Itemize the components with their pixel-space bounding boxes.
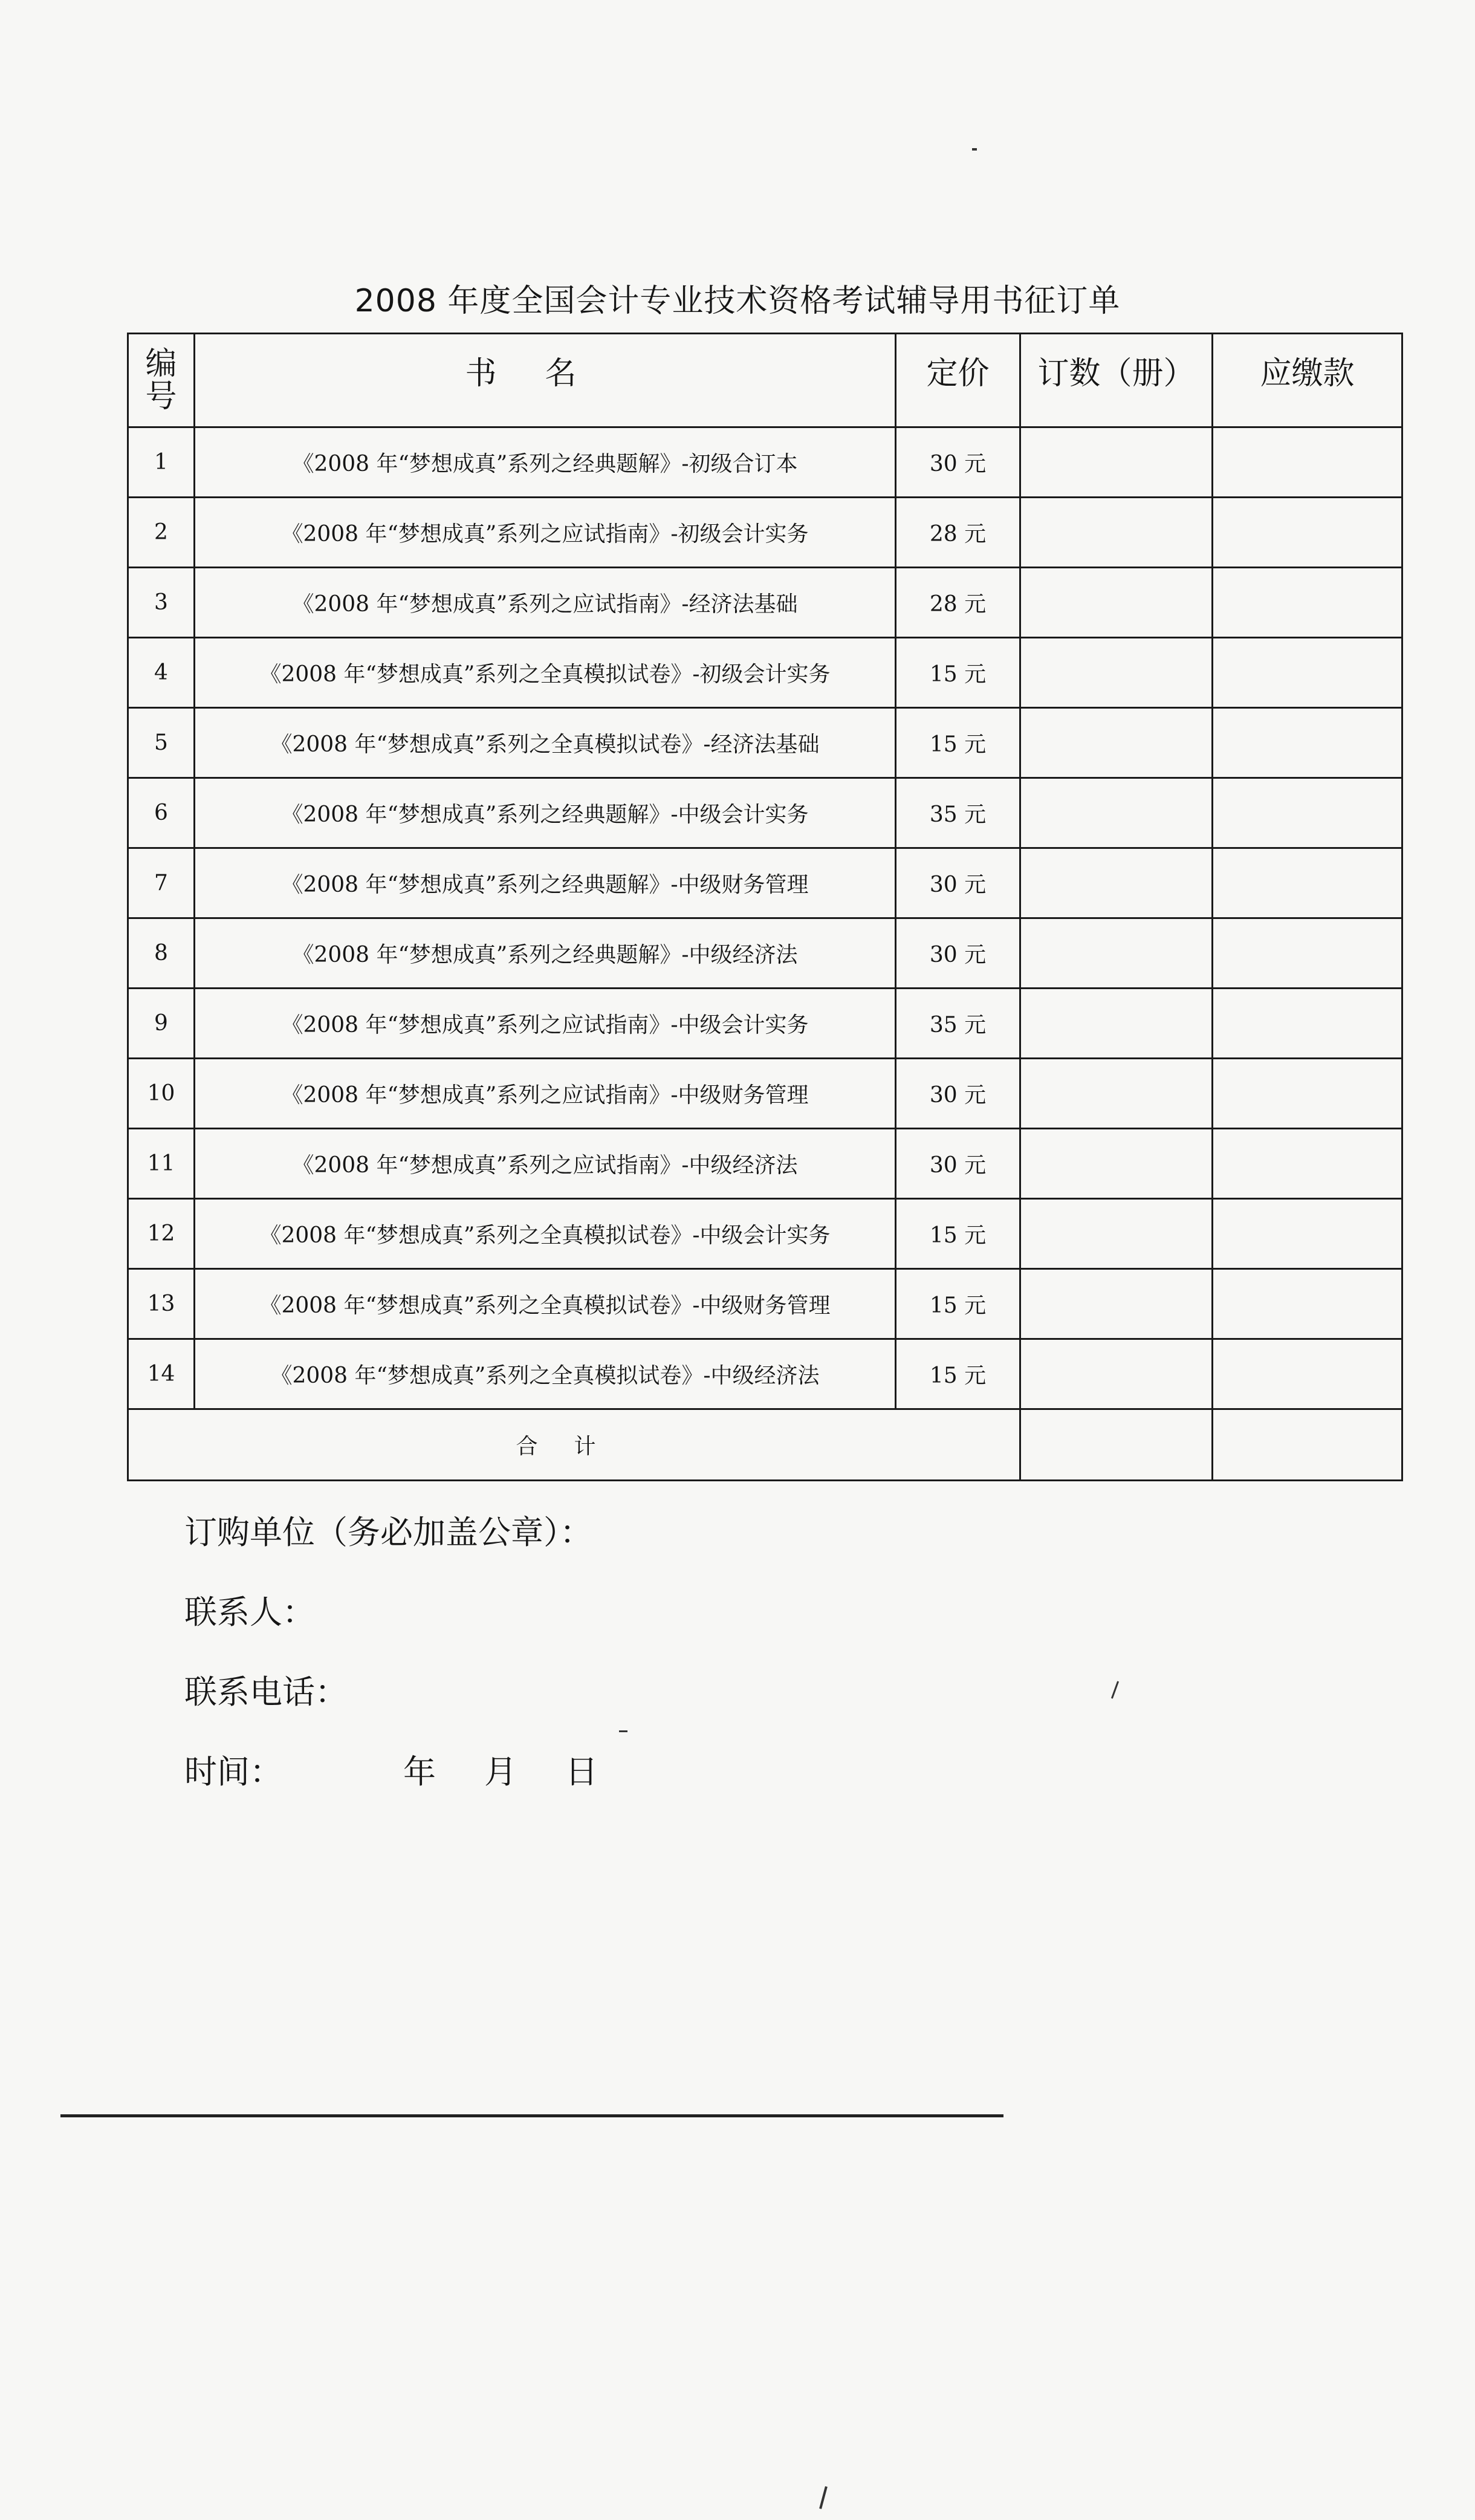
- row-number: 4: [128, 638, 195, 708]
- row-price: 30 元: [896, 1129, 1020, 1199]
- row-amount-cell[interactable]: [1213, 1339, 1402, 1409]
- row-price: 28 元: [896, 498, 1020, 568]
- row-book-name: 《2008 年“梦想成真”系列之经典题解》-中级经济法: [195, 918, 896, 989]
- row-quantity-cell[interactable]: [1020, 427, 1213, 498]
- row-book-name: 《2008 年“梦想成真”系列之应试指南》-中级财务管理: [195, 1059, 896, 1129]
- row-book-name: 《2008 年“梦想成真”系列之全真模拟试卷》-中级会计实务: [195, 1199, 896, 1269]
- table-row: [128, 918, 1402, 989]
- row-number: 6: [128, 778, 195, 848]
- table-row: [128, 427, 1402, 498]
- row-quantity-cell[interactable]: [1020, 1199, 1213, 1269]
- row-price: 30 元: [896, 1059, 1020, 1129]
- row-price: 35 元: [896, 989, 1020, 1059]
- row-book-name: 《2008 年“梦想成真”系列之全真模拟试卷》-经济法基础: [195, 708, 896, 778]
- row-book-name: 《2008 年“梦想成真”系列之应试指南》-经济法基础: [195, 568, 896, 638]
- scan-mark: [972, 148, 977, 151]
- total-amount-cell[interactable]: [1213, 1409, 1402, 1481]
- day-label: 日: [565, 1753, 598, 1791]
- row-book-name: 《2008 年“梦想成真”系列之应试指南》-中级经济法: [195, 1129, 896, 1199]
- row-quantity-cell[interactable]: [1020, 848, 1213, 918]
- header-number: [128, 334, 195, 427]
- table-row: [128, 1199, 1402, 1269]
- row-number: 2: [128, 498, 195, 568]
- scan-mark: [1111, 1681, 1119, 1698]
- row-amount-cell[interactable]: [1213, 568, 1402, 638]
- row-quantity-cell[interactable]: [1020, 1059, 1213, 1129]
- row-price: 15 元: [896, 708, 1020, 778]
- date-line: [184, 1754, 646, 1834]
- row-amount-cell[interactable]: [1213, 1199, 1402, 1269]
- row-book-name: 《2008 年“梦想成真”系列之应试指南》-中级会计实务: [195, 989, 896, 1059]
- table-row: [128, 1129, 1402, 1199]
- row-price: 15 元: [896, 1199, 1020, 1269]
- row-quantity-cell[interactable]: [1020, 918, 1213, 989]
- row-book-name: 《2008 年“梦想成真”系列之全真模拟试卷》-初级会计实务: [195, 638, 896, 708]
- row-number: 14: [128, 1339, 195, 1409]
- scan-mark: [619, 1730, 627, 1732]
- row-book-name: 《2008 年“梦想成真”系列之经典题解》-中级财务管理: [195, 848, 896, 918]
- row-number: 10: [128, 1059, 195, 1129]
- table-row: [128, 848, 1402, 918]
- total-row: [128, 1409, 1402, 1481]
- row-number: 7: [128, 848, 195, 918]
- row-price: 15 元: [896, 638, 1020, 708]
- bottom-divider: [60, 2114, 1003, 2117]
- row-quantity-cell[interactable]: [1020, 708, 1213, 778]
- row-number: 8: [128, 918, 195, 989]
- table-row: [128, 708, 1402, 778]
- contact-person-line: 联系人：: [184, 1593, 315, 1631]
- header-price: 定价: [896, 334, 1020, 427]
- table-row: [128, 568, 1402, 638]
- row-amount-cell[interactable]: [1213, 638, 1402, 708]
- row-quantity-cell[interactable]: [1020, 1339, 1213, 1409]
- row-book-name: 《2008 年“梦想成真”系列之全真模拟试卷》-中级经济法: [195, 1339, 896, 1409]
- total-label: 合计: [128, 1409, 1020, 1481]
- page-title: 2008 年度全国会计专业技术资格考试辅导用书征订单: [354, 283, 1121, 319]
- row-price: 30 元: [896, 848, 1020, 918]
- row-number: 11: [128, 1129, 195, 1199]
- row-number: 3: [128, 568, 195, 638]
- year-label: 年: [403, 1753, 436, 1791]
- header-number-line2: 号: [145, 378, 177, 415]
- row-quantity-cell[interactable]: [1020, 989, 1213, 1059]
- row-number: 12: [128, 1199, 195, 1269]
- row-price: 30 元: [896, 918, 1020, 989]
- scan-mark: [819, 2486, 828, 2509]
- row-price: 30 元: [896, 427, 1020, 498]
- row-number: 5: [128, 708, 195, 778]
- ordering-unit-line: 订购单位（务必加盖公章）：: [184, 1513, 592, 1551]
- row-amount-cell[interactable]: [1213, 427, 1402, 498]
- row-amount-cell[interactable]: [1213, 498, 1402, 568]
- row-price: 35 元: [896, 778, 1020, 848]
- row-book-name: 《2008 年“梦想成真”系列之应试指南》-初级会计实务: [195, 498, 896, 568]
- table-row: [128, 1269, 1402, 1339]
- header-number-line1: 编: [145, 346, 177, 382]
- table-row: [128, 1059, 1402, 1129]
- header-quantity: 订数（册）: [1020, 334, 1213, 427]
- row-price: 15 元: [896, 1339, 1020, 1409]
- row-amount-cell[interactable]: [1213, 1129, 1402, 1199]
- row-quantity-cell[interactable]: [1020, 778, 1213, 848]
- table-header-row: [128, 334, 1402, 427]
- row-amount-cell[interactable]: [1213, 1059, 1402, 1129]
- row-number: 1: [128, 427, 195, 498]
- row-quantity-cell[interactable]: [1020, 1269, 1213, 1339]
- row-book-name: 《2008 年“梦想成真”系列之经典题解》-初级合订本: [195, 427, 896, 498]
- row-book-name: 《2008 年“梦想成真”系列之经典题解》-中级会计实务: [195, 778, 896, 848]
- row-quantity-cell[interactable]: [1020, 568, 1213, 638]
- total-quantity-cell[interactable]: [1020, 1409, 1213, 1481]
- row-quantity-cell[interactable]: [1020, 498, 1213, 568]
- row-price: 28 元: [896, 568, 1020, 638]
- row-price: 15 元: [896, 1269, 1020, 1339]
- order-table: [127, 333, 1403, 1481]
- row-amount-cell[interactable]: [1213, 778, 1402, 848]
- row-amount-cell[interactable]: [1213, 989, 1402, 1059]
- row-amount-cell[interactable]: [1213, 708, 1402, 778]
- row-amount-cell[interactable]: [1213, 848, 1402, 918]
- header-book-name: 书名: [195, 334, 896, 427]
- time-label: 时间：: [184, 1753, 282, 1791]
- header-amount: 应缴款: [1213, 334, 1402, 427]
- contact-phone-line: 联系电话：: [184, 1673, 348, 1711]
- month-label: 月: [484, 1753, 517, 1791]
- row-quantity-cell[interactable]: [1020, 1129, 1213, 1199]
- order-info-section: [184, 1515, 646, 1834]
- table-row: [128, 638, 1402, 708]
- row-amount-cell[interactable]: [1213, 1269, 1402, 1339]
- row-amount-cell[interactable]: [1213, 918, 1402, 989]
- row-number: 13: [128, 1269, 195, 1339]
- row-book-name: 《2008 年“梦想成真”系列之全真模拟试卷》-中级财务管理: [195, 1269, 896, 1339]
- row-quantity-cell[interactable]: [1020, 638, 1213, 708]
- table-row: [128, 989, 1402, 1059]
- table-row: [128, 1339, 1402, 1409]
- table-row: [128, 778, 1402, 848]
- table-row: [128, 498, 1402, 568]
- row-number: 9: [128, 989, 195, 1059]
